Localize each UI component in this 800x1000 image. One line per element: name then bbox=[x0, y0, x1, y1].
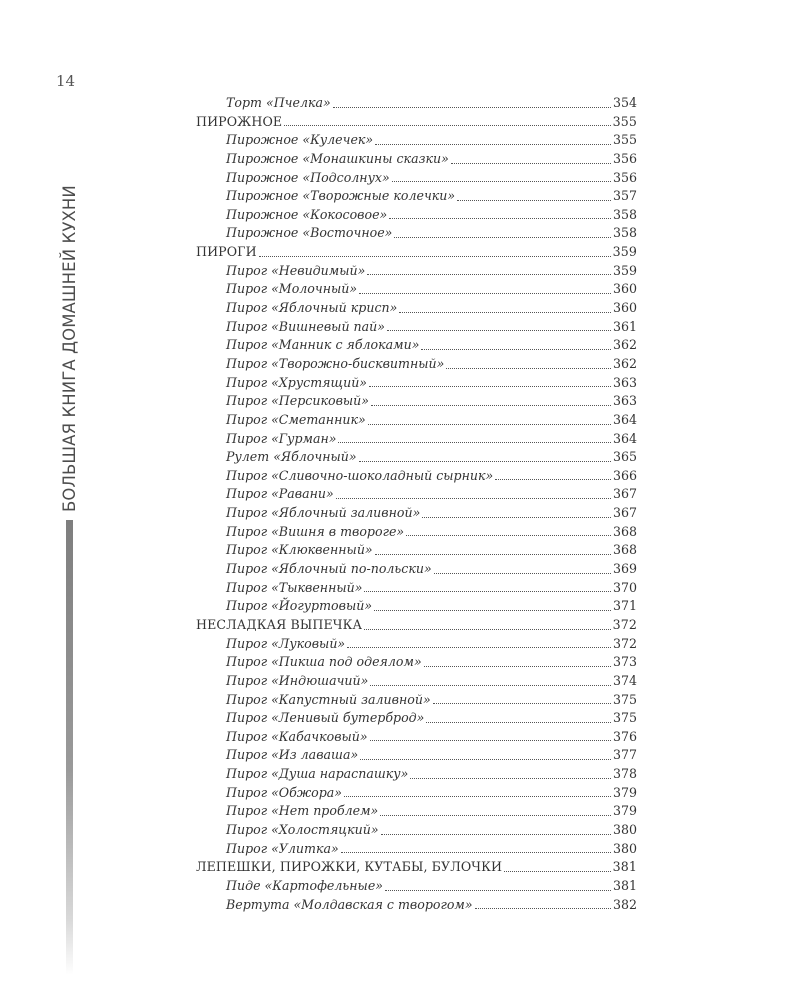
toc-page-number: 356 bbox=[612, 169, 637, 185]
toc-page-number: 361 bbox=[612, 318, 637, 334]
toc-page-number: 360 bbox=[612, 300, 637, 316]
dot-leader bbox=[259, 255, 611, 257]
toc-section-heading bbox=[196, 113, 637, 132]
spine-decor-bar bbox=[66, 520, 73, 975]
toc-title: Пирожное «Кулечек» bbox=[226, 132, 374, 148]
toc-page-number: 357 bbox=[612, 188, 637, 204]
table-of-contents bbox=[196, 94, 637, 914]
toc-entry bbox=[196, 728, 637, 747]
toc-title: Пирог «Обжора» bbox=[226, 784, 342, 800]
toc-title: ЛЕПЕШКИ, ПИРОЖКИ, КУТАБЫ, БУЛОЧКИ bbox=[196, 859, 503, 875]
toc-page-number: 364 bbox=[612, 430, 637, 446]
toc-title: Пирог «Из лаваша» bbox=[226, 747, 359, 763]
toc-title: Пирог «Яблочный по-польски» bbox=[226, 561, 432, 577]
toc-page-number: 366 bbox=[612, 467, 637, 483]
toc-title: Пирог «Ленивый бутерброд» bbox=[226, 710, 425, 726]
toc-entry bbox=[196, 896, 637, 915]
toc-entry bbox=[196, 523, 637, 542]
toc-page-number: 369 bbox=[612, 561, 637, 577]
toc-page-number: 372 bbox=[612, 635, 637, 651]
toc-title: Пирог «Улитка» bbox=[226, 840, 339, 856]
dot-leader bbox=[421, 348, 611, 350]
dot-leader bbox=[369, 385, 611, 387]
dot-leader bbox=[364, 590, 611, 592]
toc-title: Пирог «Гурман» bbox=[226, 430, 337, 446]
dot-leader bbox=[380, 814, 611, 816]
toc-page-number: 364 bbox=[612, 411, 637, 427]
dot-leader bbox=[389, 217, 611, 219]
toc-title: Пирог «Йогуртовый» bbox=[226, 598, 373, 614]
toc-page-number: 379 bbox=[612, 784, 637, 800]
dot-leader bbox=[347, 646, 611, 648]
toc-page-number: 355 bbox=[612, 132, 637, 148]
toc-title: Пирог «Тыквенный» bbox=[226, 579, 363, 595]
toc-page-number: 374 bbox=[612, 672, 637, 688]
toc-page-number: 358 bbox=[612, 225, 637, 241]
toc-entry bbox=[196, 262, 637, 281]
toc-entry bbox=[196, 504, 637, 523]
toc-title: Пирог «Яблочный крисп» bbox=[226, 300, 398, 316]
toc-page-number: 375 bbox=[612, 710, 637, 726]
toc-entry bbox=[196, 94, 637, 113]
dot-leader bbox=[410, 777, 611, 779]
toc-title: Пирог «Персиковый» bbox=[226, 393, 369, 409]
toc-page-number: 363 bbox=[612, 374, 637, 390]
dot-leader bbox=[368, 423, 611, 425]
dot-leader bbox=[446, 367, 611, 369]
dot-leader bbox=[370, 684, 611, 686]
toc-entry bbox=[196, 169, 637, 188]
dot-leader bbox=[359, 292, 611, 294]
toc-entry bbox=[196, 299, 637, 318]
toc-page-number: 362 bbox=[612, 355, 637, 371]
toc-title: Пирожное «Восточное» bbox=[226, 225, 393, 241]
dot-leader bbox=[424, 665, 611, 667]
toc-entry bbox=[196, 485, 637, 504]
toc-title: Пирог «Молочный» bbox=[226, 281, 358, 297]
dot-leader bbox=[364, 628, 611, 630]
running-title: БОЛЬШАЯ КНИГА ДОМАШНЕЙ КУХНИ bbox=[60, 185, 79, 512]
toc-entry bbox=[196, 430, 637, 449]
toc-title: НЕСЛАДКАЯ ВЫПЕЧКА bbox=[196, 616, 363, 632]
toc-entry bbox=[196, 467, 637, 486]
dot-leader bbox=[504, 870, 611, 872]
dot-leader bbox=[392, 180, 611, 182]
toc-page-number: 373 bbox=[612, 654, 637, 670]
toc-page-number: 356 bbox=[612, 150, 637, 166]
toc-title: Пирог «Манник с яблоками» bbox=[226, 337, 420, 353]
dot-leader bbox=[433, 702, 611, 704]
toc-page-number: 354 bbox=[612, 95, 637, 110]
toc-page-number: 363 bbox=[612, 393, 637, 409]
toc-page-number: 367 bbox=[612, 505, 637, 521]
toc-title: Пирог «Кабачковый» bbox=[226, 728, 368, 744]
toc-entry bbox=[196, 765, 637, 784]
toc-section-heading bbox=[196, 243, 637, 262]
toc-entry bbox=[196, 840, 637, 859]
dot-leader bbox=[387, 329, 611, 331]
dot-leader bbox=[359, 460, 611, 462]
toc-page-number: 358 bbox=[612, 206, 637, 222]
toc-entry bbox=[196, 187, 637, 206]
dot-leader bbox=[367, 273, 611, 275]
toc-page-number: 359 bbox=[612, 262, 637, 278]
dot-leader bbox=[451, 162, 611, 164]
dot-leader bbox=[475, 907, 611, 909]
toc-page-number: 368 bbox=[612, 523, 637, 539]
toc-title: Пирог «Душа нараспашку» bbox=[226, 766, 409, 782]
toc-title: Пирог «Клюквенный» bbox=[226, 542, 373, 558]
toc-page-number: 380 bbox=[612, 840, 637, 856]
toc-title: Пирожное «Подсолнух» bbox=[226, 169, 390, 185]
toc-title: Пирог «Хрустящий» bbox=[226, 374, 368, 390]
toc-title: Пирог «Пикша под одеялом» bbox=[226, 654, 422, 670]
toc-entry bbox=[196, 374, 637, 393]
toc-entry bbox=[196, 672, 637, 691]
toc-entry bbox=[196, 355, 637, 374]
toc-page-number: 378 bbox=[612, 766, 637, 782]
dot-leader bbox=[375, 143, 611, 145]
toc-title: Пирожное «Кокосовое» bbox=[226, 206, 388, 222]
dot-leader bbox=[426, 721, 611, 723]
toc-entry bbox=[196, 224, 637, 243]
toc-entry bbox=[196, 560, 637, 579]
toc-entry bbox=[196, 392, 637, 411]
dot-leader bbox=[381, 833, 611, 835]
dot-leader bbox=[422, 516, 611, 518]
toc-entry bbox=[196, 448, 637, 467]
toc-title: Пирог «Творожно-бисквитный» bbox=[226, 355, 445, 371]
dot-leader bbox=[457, 199, 611, 201]
toc-title: Пирог «Вишневый пай» bbox=[226, 318, 385, 334]
toc-entry bbox=[196, 150, 637, 169]
toc-page-number: 370 bbox=[612, 579, 637, 595]
toc-title: Пиде «Картофельные» bbox=[226, 877, 383, 893]
toc-page-number: 382 bbox=[612, 896, 637, 912]
dot-leader bbox=[374, 609, 611, 611]
toc-title: Вертута «Молдавская с творогом» bbox=[226, 896, 473, 912]
dot-leader bbox=[399, 311, 611, 313]
toc-page-number: 381 bbox=[612, 877, 637, 893]
toc-page-number: 371 bbox=[612, 598, 637, 614]
toc-title: ПИРОГИ bbox=[196, 244, 257, 260]
toc-entry bbox=[196, 579, 637, 598]
dot-leader bbox=[370, 739, 611, 741]
toc-title: Пирожное «Творожные колечки» bbox=[226, 188, 456, 204]
toc-title: Рулет «Яблочный» bbox=[226, 449, 357, 465]
toc-entry bbox=[196, 784, 637, 803]
toc-entry bbox=[196, 411, 637, 430]
toc-entry bbox=[196, 635, 637, 654]
dot-leader bbox=[333, 106, 611, 108]
toc-page-number: 377 bbox=[612, 747, 637, 763]
page-number: 14 bbox=[56, 72, 76, 90]
toc-title: Пирог «Индюшачий» bbox=[226, 672, 369, 688]
toc-title: Пирог «Луковый» bbox=[226, 635, 346, 651]
toc-entry bbox=[196, 653, 637, 672]
dot-leader bbox=[495, 478, 611, 480]
toc-page-number: 362 bbox=[612, 337, 637, 353]
toc-page-number: 379 bbox=[612, 803, 637, 819]
toc-title: Пирог «Яблочный заливной» bbox=[226, 505, 421, 521]
toc-entry bbox=[196, 280, 637, 299]
dot-leader bbox=[406, 534, 611, 536]
toc-title: Пирожное «Монашкины сказки» bbox=[226, 150, 449, 166]
toc-page-number: 372 bbox=[612, 616, 637, 632]
toc-title: Пирог «Капустный заливной» bbox=[226, 691, 431, 707]
toc-page-number: 381 bbox=[612, 859, 637, 875]
toc-section-heading bbox=[196, 858, 637, 877]
toc-title: Пирог «Холостяцкий» bbox=[226, 821, 379, 837]
toc-entry bbox=[196, 877, 637, 896]
toc-entry bbox=[196, 597, 637, 616]
toc-title: Пирог «Невидимый» bbox=[226, 262, 366, 278]
toc-title: Пирог «Сливочно-шоколадный сырник» bbox=[226, 467, 494, 483]
dot-leader bbox=[341, 851, 611, 853]
toc-title: Пирог «Нет проблем» bbox=[226, 803, 379, 819]
toc-page-number: 380 bbox=[612, 821, 637, 837]
toc-section-heading bbox=[196, 616, 637, 635]
toc-entry bbox=[196, 746, 637, 765]
toc-page-number: 367 bbox=[612, 486, 637, 502]
toc-entry bbox=[196, 131, 637, 150]
toc-page-number: 359 bbox=[612, 244, 637, 260]
toc-page-number: 360 bbox=[612, 281, 637, 297]
dot-leader bbox=[434, 572, 611, 574]
toc-title: Пирог «Сметанник» bbox=[226, 411, 366, 427]
toc-page-number: 365 bbox=[612, 449, 637, 465]
toc-title: ПИРОЖНОЕ bbox=[196, 113, 283, 129]
toc-entry bbox=[196, 691, 637, 710]
dot-leader bbox=[344, 795, 611, 797]
dot-leader bbox=[284, 124, 610, 126]
toc-page-number: 375 bbox=[612, 691, 637, 707]
toc-title: Пирог «Вишня в твороге» bbox=[226, 523, 405, 539]
toc-entry bbox=[196, 206, 637, 225]
toc-entry bbox=[196, 336, 637, 355]
toc-title: Торт «Пчелка» bbox=[226, 95, 331, 110]
dot-leader bbox=[394, 236, 611, 238]
toc-title: Пирог «Равани» bbox=[226, 486, 334, 502]
dot-leader bbox=[385, 889, 611, 891]
toc-entry bbox=[196, 318, 637, 337]
toc-page-number: 376 bbox=[612, 728, 637, 744]
dot-leader bbox=[336, 497, 611, 499]
toc-page-number: 355 bbox=[612, 113, 637, 129]
dot-leader bbox=[338, 441, 610, 443]
dot-leader bbox=[371, 404, 611, 406]
toc-entry bbox=[196, 821, 637, 840]
dot-leader bbox=[375, 553, 611, 555]
toc-entry bbox=[196, 541, 637, 560]
toc-entry bbox=[196, 709, 637, 728]
toc-page-number: 368 bbox=[612, 542, 637, 558]
toc-entry bbox=[196, 802, 637, 821]
dot-leader bbox=[360, 758, 611, 760]
